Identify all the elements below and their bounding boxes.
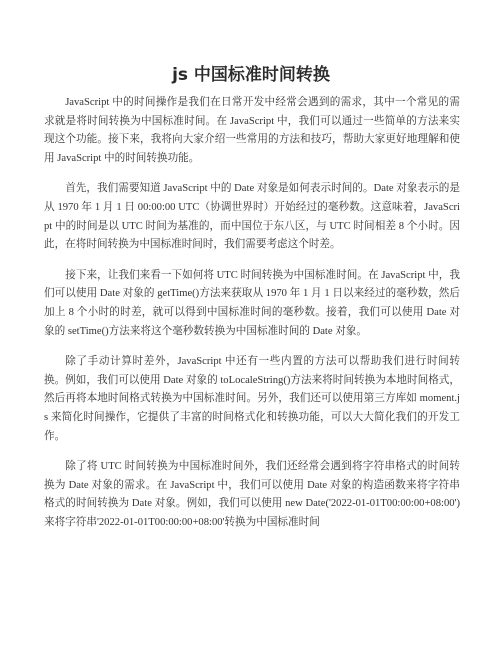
paragraph-3: 接下来，让我们来看一下如何将 UTC 时间转换为中国标准时间。在 JavaScript 中，我们可以使用 Date 对象的 getTime()方法来获取从 1970 年 1 月 1 日以来经过的毫秒数，然后加上 8 个小时的时差，就可以得到中国标准时间的毫秒数。接着，我们可以使用 Date 对象的 setTime()方法来将这个毫秒数转换为中国标准时间的 Date 对象。 [44, 269, 460, 337]
paragraph-5: 除了将 UTC 时间转换为中国标准时间外，我们还经常会遇到将字符串格式的时间转换为 Date 对象的需求。在 JavaScript 中，我们可以使用 Date 对象的构造函数来将字符串格式的时间转换为 Date 对象。例如，我们可以使用 new Date('2022-01-01T00:00:00+08:00')来将字符串'2022-01-01T00:00:00+08:00'转换为中国标准时间 [44, 461, 460, 528]
paragraph-1: JavaScript 中的时间操作是我们在日常开发中经常会遇到的需求，其中一个常见的需求就是将时间转换为中国标准时间。在 JavaScript 中，我们可以通过一些简单的方法来实现这个功能。接下来，我将向大家介绍一些常用的方法和技巧，帮助大家更好地理解和使用 JavaScript 中的时间转换功能。 [44, 97, 460, 164]
document-title: js 中国标准时间转换 [172, 65, 330, 85]
document-body [44, 94, 460, 544]
paragraph-2: 首先，我们需要知道 JavaScript 中的 Date 对象是如何表示时间的。Date 对象表示的是从 1970 年 1 月 1 日 00:00:00 UTC（协调世界时）开始经过的毫秒数。这意味着，JavaScript 中的时间是以 UTC 时间为基准的，而中国位于东八区，与 UTC 时间相差 8 个小时。因此，在将时间转换为中国标准时间时，我们需要考虑这个时差。 [44, 183, 460, 251]
paragraph-4: 除了手动计算时差外，JavaScript 中还有一些内置的方法可以帮助我们进行时间转换。例如，我们可以使用 Date 对象的 toLocaleString()方法来将时间转换为本地时间格式，然后再将本地时间格式转换为中国标准时间。另外，我们还可以使用第三方库如 moment.js 来简化时间操作，它提供了丰富的时间格式化和转换功能，可以大大简化我们的开发工作。 [44, 356, 460, 442]
